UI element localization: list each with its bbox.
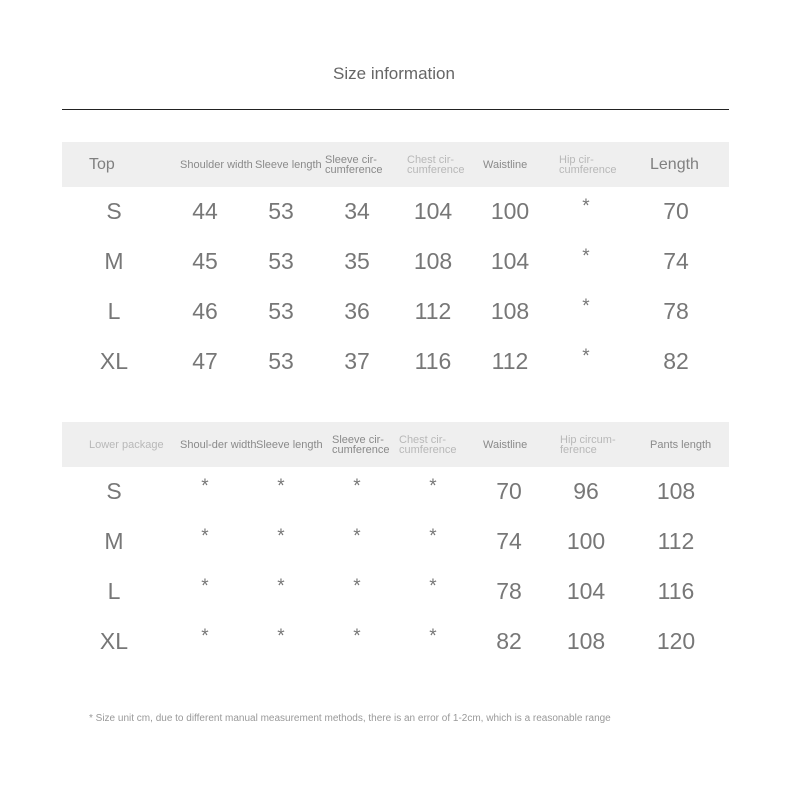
table-cell: *: [201, 626, 209, 647]
page-title: Size information: [333, 64, 455, 83]
table-cell: 78: [496, 577, 522, 604]
table-cell: 82: [663, 347, 689, 374]
table-cell: 46: [192, 297, 218, 324]
table-cell: *: [582, 346, 590, 367]
table-cell: *: [353, 476, 361, 497]
header-label: Lower package: [89, 438, 164, 451]
table-cell: 47: [192, 347, 218, 374]
top-header-1: [180, 142, 253, 187]
table-row: [0, 576, 800, 606]
header-label: Hip cir-cumference: [559, 153, 617, 176]
table-row: [0, 296, 800, 326]
table-row: [0, 196, 800, 226]
table-cell: 70: [663, 197, 689, 224]
table-cell: *: [277, 476, 285, 497]
table-cell: 108: [490, 297, 530, 324]
bottom-header-1: [180, 422, 256, 467]
header-label: Shoul-der width: [180, 438, 257, 451]
header-label: Sleeve cir-cumference: [332, 433, 390, 456]
table-cell: 74: [663, 247, 689, 274]
header-label: Pants length: [650, 438, 712, 451]
table-cell: 108: [413, 247, 453, 274]
table-cell: 53: [268, 347, 294, 374]
title-divider: [62, 109, 729, 110]
header-label: Sleeve cir-cumference: [325, 153, 383, 176]
table-cell: *: [201, 576, 209, 597]
table-cell: 104: [413, 197, 453, 224]
table-cell: 100: [566, 527, 606, 554]
top-header-3: [325, 142, 405, 187]
table-row: [0, 626, 800, 656]
table-cell: 44: [192, 197, 218, 224]
header-label: Sleeve length: [255, 158, 322, 171]
table-cell: *: [582, 296, 590, 317]
table-cell: *: [429, 526, 437, 547]
bottom-header-7: [650, 422, 711, 467]
table-row: [0, 346, 800, 376]
table-cell: 108: [656, 477, 696, 504]
table-cell: 116: [414, 347, 452, 374]
table-cell: 70: [496, 477, 522, 504]
bottom-header-0: [89, 422, 164, 467]
header-label: Shoulder width: [180, 158, 253, 171]
table-cell: 53: [268, 247, 294, 274]
table-cell: *: [201, 476, 209, 497]
table-cell: 45: [192, 247, 218, 274]
bottom-table-header: [62, 422, 729, 467]
table-cell: 96: [573, 477, 599, 504]
table-row: [0, 476, 800, 506]
table-cell: *: [353, 626, 361, 647]
table-cell: *: [277, 626, 285, 647]
table-cell: 104: [566, 577, 606, 604]
table-cell: *: [429, 576, 437, 597]
top-header-5: [483, 142, 527, 187]
table-cell: *: [277, 576, 285, 597]
size-label: L: [107, 297, 121, 324]
header-label: Sleeve length: [256, 438, 323, 451]
table-cell: *: [277, 526, 285, 547]
top-header-7: [650, 142, 699, 187]
header-label: Chest cir-cumference: [399, 433, 457, 456]
bottom-header-4: [399, 422, 479, 467]
bottom-header-5: [483, 422, 527, 467]
top-header-2: [255, 142, 322, 187]
size-footnote: * Size unit cm, due to different manual measurement methods, there is an error of 1-2cm, which is a reasonable range: [89, 713, 611, 724]
table-cell: 34: [344, 197, 370, 224]
top-header-0: [89, 142, 115, 187]
table-row: [0, 526, 800, 556]
table-cell: 37: [344, 347, 370, 374]
header-label: Waistline: [483, 438, 528, 451]
table-cell: 112: [657, 527, 695, 554]
header-label: Chest cir-cumference: [407, 153, 465, 176]
table-cell: 74: [496, 527, 522, 554]
header-label: Waistline: [483, 158, 528, 171]
header-label: Top: [89, 155, 115, 173]
table-cell: 35: [344, 247, 370, 274]
size-label: S: [106, 477, 122, 504]
table-cell: 112: [491, 347, 529, 374]
table-cell: *: [201, 526, 209, 547]
table-cell: 53: [268, 297, 294, 324]
table-row: [0, 246, 800, 276]
table-cell: *: [353, 576, 361, 597]
table-cell: 82: [496, 627, 522, 654]
top-header-4: [407, 142, 487, 187]
size-label: S: [106, 197, 122, 224]
size-label: XL: [99, 627, 129, 654]
table-cell: 53: [268, 197, 294, 224]
header-label: Length: [650, 155, 699, 173]
table-cell: 112: [414, 297, 452, 324]
size-label: M: [104, 527, 124, 554]
table-cell: *: [582, 246, 590, 267]
table-cell: 108: [566, 627, 606, 654]
table-cell: *: [429, 476, 437, 497]
table-cell: 100: [490, 197, 530, 224]
bottom-header-2: [256, 422, 323, 467]
size-label: XL: [99, 347, 129, 374]
table-cell: *: [429, 626, 437, 647]
table-cell: 36: [344, 297, 370, 324]
top-header-6: [559, 142, 639, 187]
table-cell: *: [353, 526, 361, 547]
table-cell: 104: [490, 247, 530, 274]
size-label: L: [107, 577, 121, 604]
bottom-header-6: [560, 422, 640, 467]
size-label: M: [104, 247, 124, 274]
table-cell: 116: [657, 577, 695, 604]
table-cell: 78: [663, 297, 689, 324]
header-label: Hip circum-ference: [560, 433, 616, 456]
top-table-header: [62, 142, 729, 187]
table-cell: *: [582, 196, 590, 217]
table-cell: 120: [656, 627, 696, 654]
